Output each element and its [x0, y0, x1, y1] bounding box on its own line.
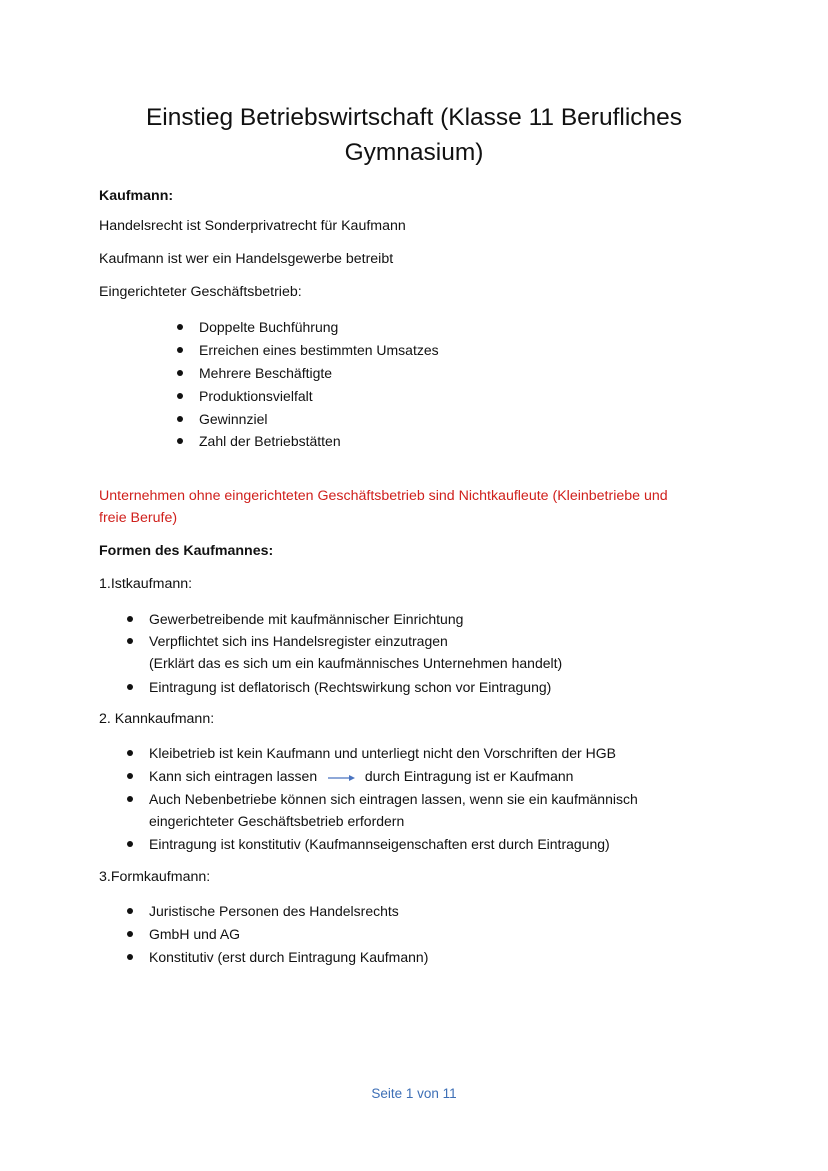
list-item-text: Kann sich eintragen lassen — [149, 768, 318, 784]
arrow-right-icon — [327, 772, 357, 782]
list-item: Mehrere Beschäftigte — [199, 365, 333, 381]
page-title-line2: Gymnasium) — [344, 139, 484, 166]
list-item: Juristische Personen des Handelsrechts — [149, 903, 399, 919]
list-item — [149, 767, 573, 785]
list-item: Gewinnziel — [199, 411, 268, 427]
heading-formen: Formen des Kaufmannes: — [99, 543, 274, 559]
subheading-istkaufmann: 1.Istkaufmann: — [99, 576, 193, 592]
subheading-kannkaufmann: 2. Kannkaufmann: — [99, 711, 215, 727]
note-red: Unternehmen ohne eingerichteten Geschäftsbetrieb sind Nichtkaufleute (Kleinbetriebe und — [99, 488, 668, 504]
paragraph: Handelsrecht ist Sonderprivatrecht für Kaufmann — [99, 218, 406, 234]
heading-kaufmann: Kaufmann: — [99, 188, 174, 204]
list-item: Produktionsvielfalt — [199, 388, 313, 404]
subheading-formkaufmann: 3.Formkaufmann: — [99, 869, 211, 885]
list-item-continuation: eingerichteter Geschäftsbetrieb erfordern — [149, 813, 405, 829]
list-item: Gewerbetreibende mit kaufmännischer Einrichtung — [149, 611, 464, 627]
page-footer: Seite 1 von 11 — [371, 1086, 457, 1101]
list-item-text: durch Eintragung ist er Kaufmann — [364, 768, 574, 784]
list-item: Eintragung ist konstitutiv (Kaufmannseigenschaften erst durch Eintragung) — [149, 836, 610, 852]
paragraph: Eingerichteter Geschäftsbetrieb: — [99, 284, 302, 300]
list-item: Auch Nebenbetriebe können sich eintragen lassen, wenn sie ein kaufmännisch — [149, 791, 638, 807]
list-item: GmbH und AG — [149, 926, 241, 942]
list-item: Erreichen eines bestimmten Umsatzes — [199, 342, 439, 358]
list-item: Doppelte Buchführung — [199, 319, 339, 335]
list-item-continuation: (Erklärt das es sich um ein kaufmännisches Unternehmen handelt) — [149, 655, 563, 671]
list-item: Verpflichtet sich ins Handelsregister einzutragen — [149, 633, 448, 649]
note-red: freie Berufe) — [99, 510, 178, 526]
paragraph: Kaufmann ist wer ein Handelsgewerbe betreibt — [99, 251, 394, 267]
list-item: Konstitutiv (erst durch Eintragung Kaufmann) — [149, 949, 429, 965]
list-item: Eintragung ist deflatorisch (Rechtswirkung schon vor Eintragung) — [149, 679, 552, 695]
list-item: Kleibetrieb ist kein Kaufmann und unterliegt nicht den Vorschriften der HGB — [149, 745, 616, 761]
list-item: Zahl der Betriebstätten — [199, 433, 341, 449]
page-title-line1: Einstieg Betriebswirtschaft (Klasse 11 Berufliches — [145, 104, 683, 131]
